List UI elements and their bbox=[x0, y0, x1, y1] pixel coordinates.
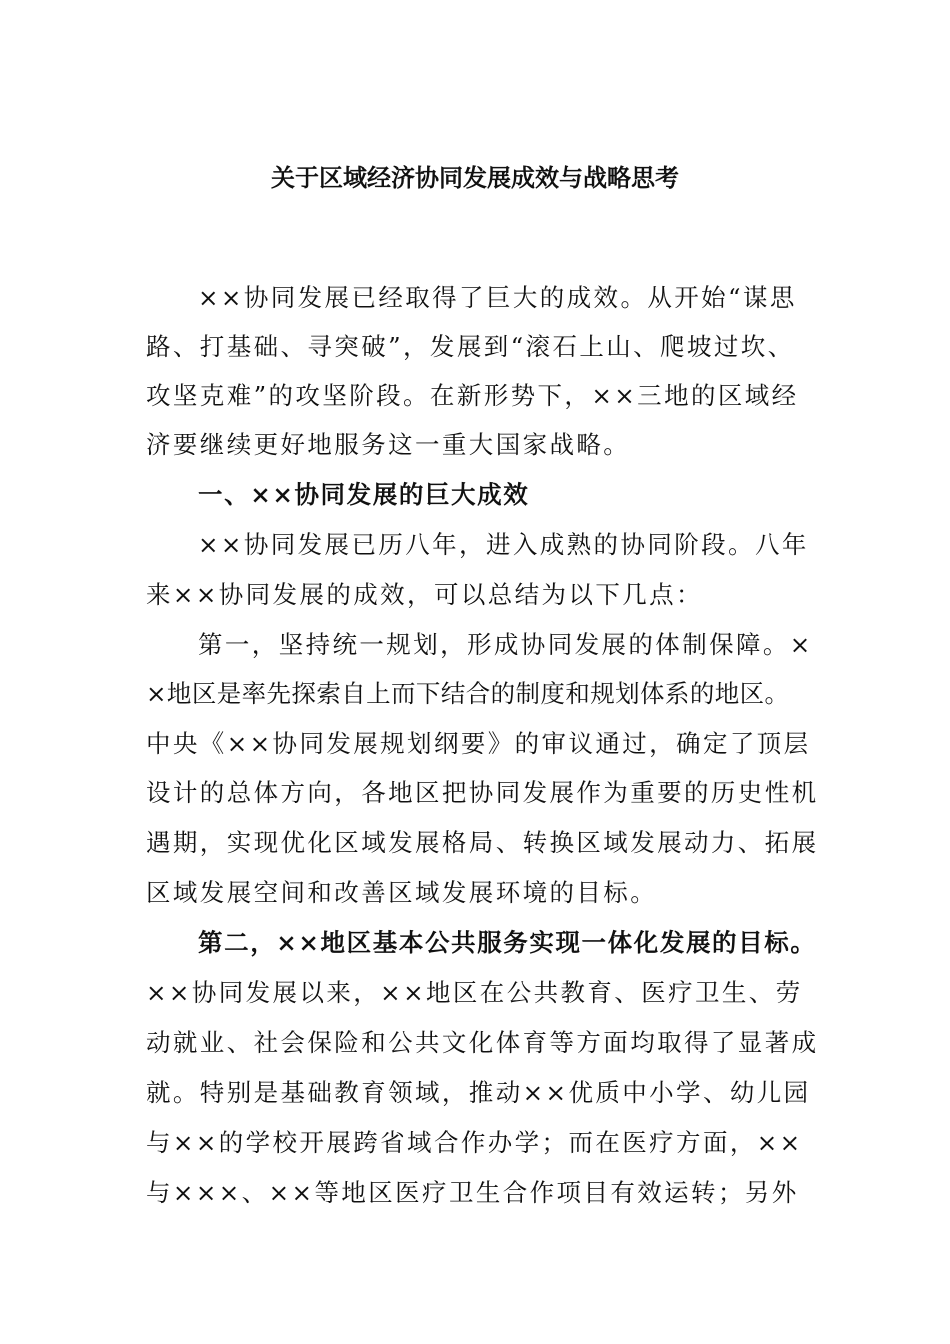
body-line: ××协同发展已历八年，进入成熟的协同阶段。八年 bbox=[198, 530, 809, 559]
body-line: 区域发展空间和改善区域发展环境的目标。 bbox=[146, 878, 658, 907]
body-line: 与×××、××等地区医疗卫生合作项目有效运转；另外 bbox=[146, 1178, 799, 1207]
body-line: 就。特别是基础教育领域，推动××优质中小学、幼儿园 bbox=[146, 1078, 811, 1107]
body-line: 路、打基础、寻突破”，发展到“滚石上山、爬坡过坎、 bbox=[146, 332, 795, 361]
body-line: 遇期，实现优化区域发展格局、转换区域发展动力、拓展 bbox=[146, 828, 819, 857]
body-line: ××协同发展以来，××地区在公共教育、医疗卫生、劳 bbox=[146, 978, 803, 1007]
bold-paragraph-lead: 第二，××地区基本公共服务实现一体化发展的目标。 bbox=[198, 928, 817, 957]
body-line: 设计的总体方向，各地区把协同发展作为重要的历史性机 bbox=[146, 778, 819, 807]
body-line: 中央《××协同发展规划纲要》的审议通过，确定了顶层 bbox=[146, 729, 811, 758]
body-line: ××协同发展已经取得了巨大的成效。从开始“谋思 bbox=[198, 283, 797, 312]
body-line: 第一，坚持统一规划，形成协同发展的体制保障。× bbox=[198, 630, 813, 659]
document-title: 关于区域经济协同发展成效与战略思考 bbox=[271, 163, 679, 192]
body-line: 攻坚克难”的攻坚阶段。在新形势下，××三地的区域经 bbox=[146, 381, 799, 410]
body-line: 动就业、社会保险和公共文化体育等方面均取得了显著成 bbox=[146, 1028, 819, 1057]
body-line: 济要继续更好地服务这一重大国家战略。 bbox=[146, 430, 631, 459]
section-heading: 一、××协同发展的巨大成效 bbox=[198, 480, 530, 509]
body-line: ×地区是率先探索自上而下结合的制度和规划体系的地区。 bbox=[146, 679, 790, 708]
body-line: 与××的学校开展跨省域合作办学；而在医疗方面，×× bbox=[146, 1128, 803, 1157]
body-line: 来××协同发展的成效，可以总结为以下几点： bbox=[146, 580, 703, 609]
